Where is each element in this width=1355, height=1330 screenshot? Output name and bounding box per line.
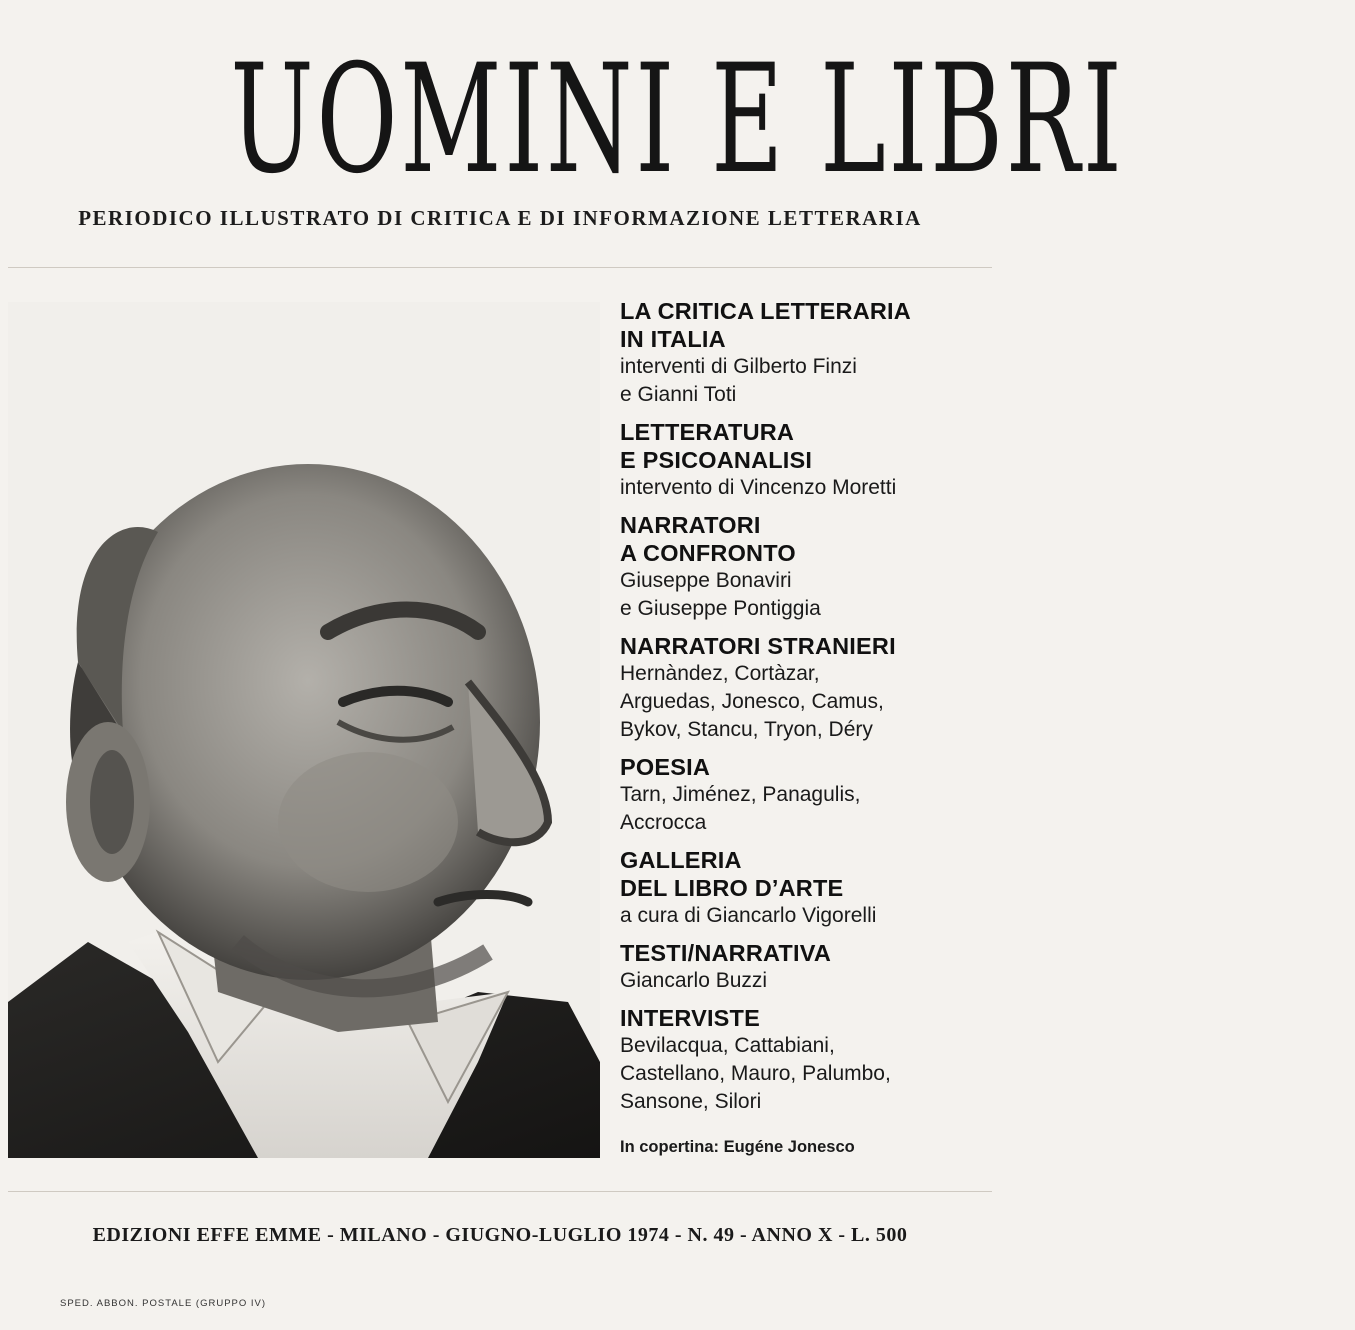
toc-section-title: POESIA	[620, 754, 711, 780]
toc-section-title: TESTI/NARRATIVA	[620, 940, 832, 966]
toc-section-body: Bevilacqua, Cattabiani, Castellano, Mauro, Palumbo, Sansone, Silori	[620, 1034, 891, 1113]
masthead	[0, 33, 1125, 207]
toc-section-title: LETTERATURA E PSICOANALISI	[620, 419, 813, 473]
toc-section-title: INTERVISTE	[620, 1005, 760, 1031]
toc-section-body: Hernàndez, Cortàzar, Arguedas, Jonesco, Camus, Bykov, Stancu, Tryon, Déry	[620, 662, 884, 741]
masthead-title: UOMINI E LIBRI	[230, 33, 1125, 207]
toc-section-title: GALLERIA DEL LIBRO D’ARTE	[620, 847, 844, 901]
toc-section-title: NARRATORI STRANIERI	[620, 633, 896, 659]
toc-section-interviste	[620, 1004, 992, 1116]
toc-section-body: Tarn, Jiménez, Panagulis, Accrocca	[620, 783, 861, 834]
cover-credit: In copertina: Eugéne Jonesco	[620, 1138, 855, 1156]
cover-portrait	[8, 302, 600, 1158]
top-divider	[8, 267, 992, 268]
toc-section-critica	[620, 297, 992, 409]
toc-section-galleria	[620, 846, 992, 930]
table-of-contents	[620, 297, 992, 1125]
toc-section-body: Giuseppe Bonaviri e Giuseppe Pontiggia	[620, 569, 821, 620]
masthead-subtitle: PERIODICO ILLUSTRATO DI CRITICA E DI INFORMAZIONE LETTERARIA	[78, 206, 922, 230]
toc-section-psicoanalisi	[620, 418, 992, 502]
publisher-line: EDIZIONI EFFE EMME - MILANO - GIUGNO-LUGLIO 1974 - N. 49 - ANNO X - L. 500	[92, 1224, 908, 1246]
toc-section-body: interventi di Gilberto Finzi e Gianni Toti	[620, 355, 857, 406]
postal-notice: SPED. ABBON. POSTALE (GRUPPO IV)	[60, 1298, 267, 1309]
toc-section-testi	[620, 939, 992, 995]
toc-section-title: LA CRITICA LETTERARIA IN ITALIA	[620, 298, 911, 352]
portrait-photo-icon	[8, 302, 600, 1158]
toc-section-title: NARRATORI A CONFRONTO	[620, 512, 796, 566]
bottom-divider	[8, 1191, 992, 1192]
toc-section-body: Giancarlo Buzzi	[620, 969, 768, 992]
toc-section-narratori-confronto	[620, 511, 992, 623]
toc-section-body: a cura di Giancarlo Vigorelli	[620, 904, 877, 927]
toc-section-poesia	[620, 753, 992, 837]
toc-section-body: intervento di Vincenzo Moretti	[620, 476, 897, 499]
toc-section-narratori-stranieri	[620, 632, 992, 744]
